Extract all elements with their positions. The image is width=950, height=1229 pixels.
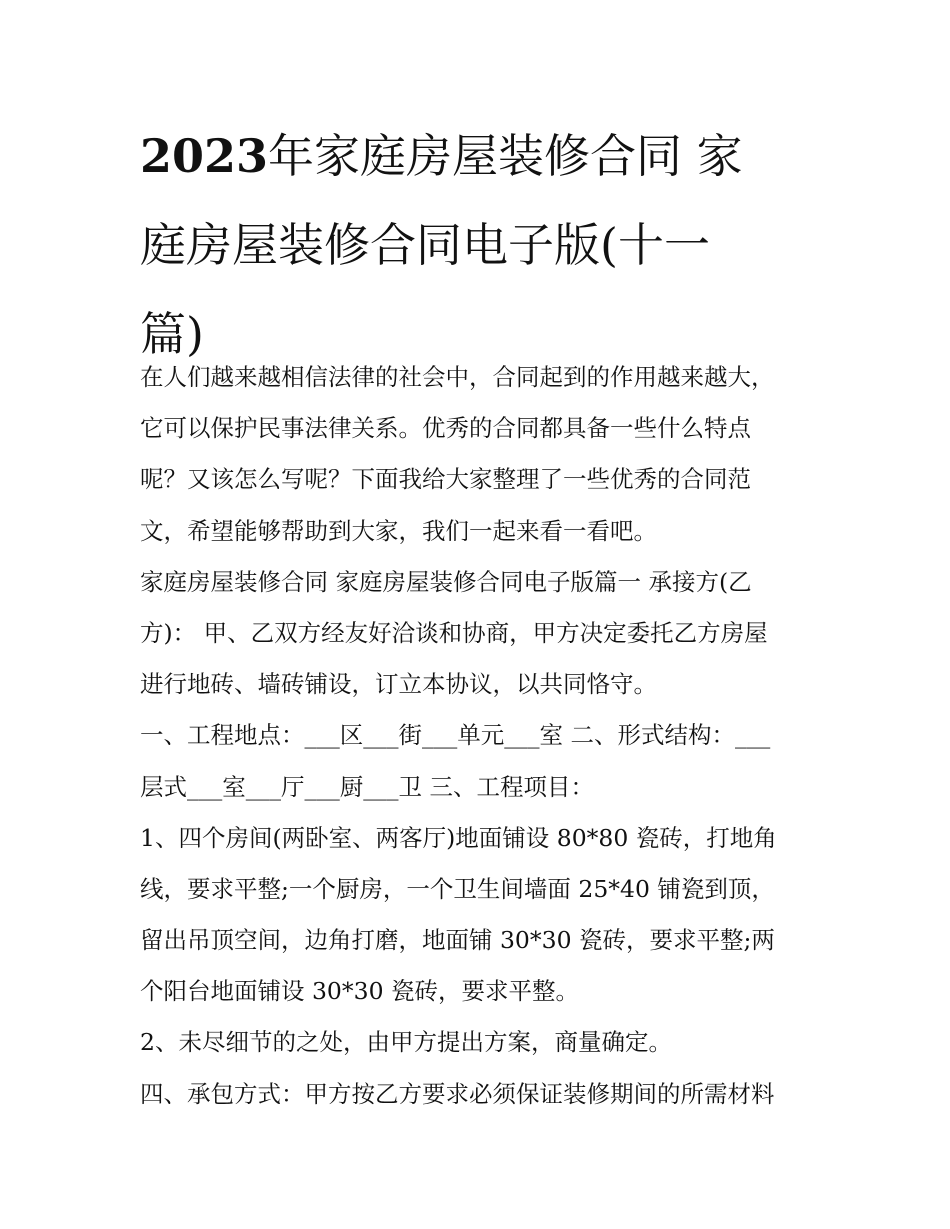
text-line: 在人们越来越相信法律的社会中，合同起到的作用越来越大， bbox=[140, 363, 775, 391]
text-line: 线，要求平整;一个厨房，一个卫生间墙面 25*40 铺瓷到顶， bbox=[140, 874, 775, 903]
text-line: 家庭房屋装修合同 家庭房屋装修合同电子版篇一 承接方(乙 bbox=[140, 567, 752, 596]
document-title bbox=[140, 112, 820, 379]
paragraph-parties bbox=[140, 557, 820, 711]
paragraph-item-2 bbox=[140, 1017, 820, 1068]
title-line-3: 篇) bbox=[140, 307, 204, 361]
paragraph-intro bbox=[140, 352, 820, 557]
title-line-2: 庭房屋装修合同电子版(十一 bbox=[140, 218, 710, 272]
paragraph-contract-method bbox=[140, 1069, 820, 1120]
text-line: 层式___室___厅___厨___卫 三、工程项目： bbox=[140, 772, 594, 801]
text-line: 它可以保护民事法律关系。优秀的合同都具备一些什么特点 bbox=[140, 414, 751, 443]
text-line: 文，希望能够帮助到大家，我们一起来看一看吧。 bbox=[140, 516, 657, 545]
paragraph-item-1 bbox=[140, 813, 820, 1018]
title-line-1: 年家庭房屋装修合同 家 bbox=[268, 129, 743, 183]
text-line: 四、承包方式：甲方按乙方要求必须保证装修期间的所需材料 bbox=[140, 1079, 775, 1108]
title-year: 2023 bbox=[140, 129, 269, 183]
text-line: 1、四个房间(两卧室、两客厅)地面铺设 80*80 瓷砖，打地角 bbox=[140, 823, 777, 852]
text-line: 2、未尽细节的之处，由甲方提出方案，商量确定。 bbox=[140, 1028, 672, 1057]
text-line: 呢？又该怎么写呢？下面我给大家整理了一些优秀的合同范 bbox=[140, 465, 751, 494]
text-line: 个阳台地面铺设 30*30 瓷砖，要求平整。 bbox=[140, 977, 579, 1006]
text-line: 方)： 甲、乙双方经友好洽谈和协商，甲方决定委托乙方房屋 bbox=[140, 618, 768, 647]
text-line: 留出吊顶空间，边角打磨，地面铺 30*30 瓷砖，要求平整;两 bbox=[140, 926, 775, 955]
paragraph-location-structure bbox=[140, 710, 820, 812]
document-body bbox=[140, 352, 820, 1120]
text-line: 一、工程地点：___区___街___单元___室 二、形式结构：___ bbox=[140, 721, 771, 750]
text-line: 进行地砖、墙砖铺设，订立本协议，以共同恪守。 bbox=[140, 670, 657, 699]
